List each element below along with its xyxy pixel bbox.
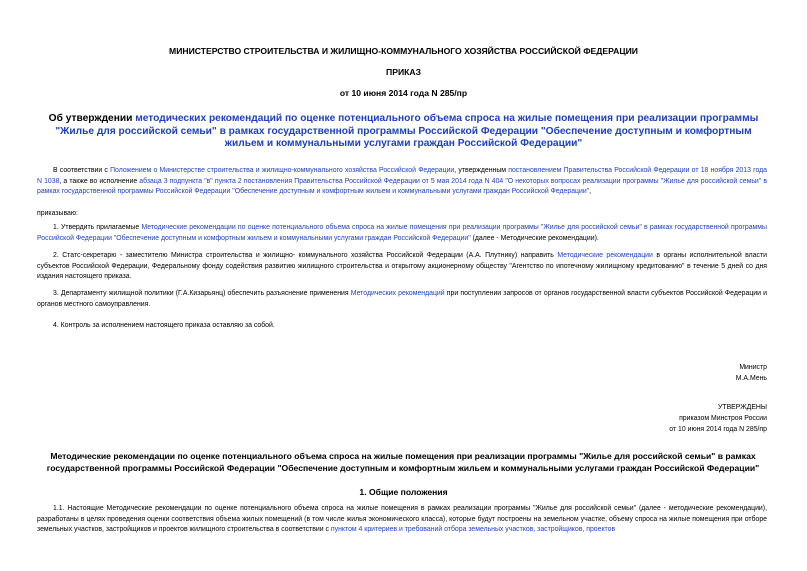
preamble-text-4: , (589, 188, 592, 195)
item-3-paragraph (37, 289, 767, 310)
order-word: приказываю: (37, 210, 78, 217)
title-prefix: Об утверждении (48, 113, 136, 124)
preamble-text-3: , а также во исполнение (59, 177, 140, 185)
item-2-paragraph (37, 251, 767, 283)
item-2-text: 2. Статс-секретарю - заместителю Министра строительства и жилищно- коммунального хозяйства Российской Федерации (А.А. Плутнику) направить (53, 252, 558, 259)
preamble-text-1: В соответствии с (53, 167, 111, 174)
item-2-text-end: в органы исполнительной власти субъектов Российской Федерации, Федеральному фонду содействия развитию жилищного строительства и открытому акционерному обществу "Агентство по ипотечному жилищному кредитованию" в течение 5 дней со дня издания настоящего приказа. (37, 252, 767, 280)
approval-line-3: от 10 июня 2014 года N 285/пр (669, 426, 767, 433)
approval-line-1: УТВЕРЖДЕНЫ (718, 404, 767, 411)
signature-name: М.А.Мень (735, 375, 767, 382)
approval-line-2: приказом Минстроя России (679, 415, 767, 422)
signature-block (736, 362, 767, 384)
item-1-text-end: (далее - Методические рекомендации). (470, 234, 599, 242)
item-3-text-end: при поступлении запросов от органов государственной власти субъектов Российской Федерации и органов местного самоуправления. (37, 290, 767, 308)
recommendations-title: Методические рекомендации по оценке потенциального объема спроса на жилые помещения при реализации программы "Жилье для российской семьи" в рамках государственной программы Российской Федерации "Обеспечение доступным и комфортным жильем и коммунальными услугами граждан Российской Федерации" (46, 451, 760, 473)
decree-404-link[interactable]: абзаца 3 подпункта "в" пункта 2 постановления Правительства Российской Федерации от 5 мая 2014 года N 404 "О некоторых вопросах реализации программы "Жилье для российской семьи" в рамках государственной программы Российской Федерации "Обеспечение доступным и комфортным жильем и коммунальными услугами граждан Российской Федерации" (37, 177, 767, 195)
section-heading: 1. Общие положения (359, 487, 448, 497)
regulation-link[interactable]: Положением о Министерстве строительства и жилищно-коммунального хозяйства Российской Федерации (110, 167, 455, 174)
preamble-text-2: , утвержденным (454, 167, 509, 174)
item-4-text: 4. Контроль за исполнением настоящего приказа оставляю за собой. (53, 322, 275, 329)
item-3-text: 3. Департаменту жилищной политики (Г.А.Кизарьянц) обеспечить разъяснение применения (53, 290, 351, 297)
doc-date-number: от 10 июня 2014 года N 285/пр (339, 88, 468, 98)
recommendations-link[interactable]: Методические рекомендации по оценке потенциального объема спроса на жилые помещения при реализации программы "Жилье для российской семьи" в рамках государственной программы Российской Федерации "Обеспечение доступным и комфортным жильем и коммунальными услугами граждан Российской Федерации" (37, 224, 767, 242)
preamble-paragraph (37, 166, 767, 198)
signature-position: Министр (739, 364, 767, 371)
clause-1-1-text: 1.1. Настоящие Методические рекомендации по оценке потенциального объема спроса на жилые помещения в рамках реализации программы "Жилье для российской семьи" (далее - методические рекомендации), разработаны в целях проведения оценки соответствия объема жилых помещений (в том числе жилья экономического класса), которые будут построены на земельном участке, объему спроса на жилые помещения при отборе земельных участков, застройщиков и проектов жилищного строительства в соответствии с (37, 505, 767, 533)
criteria-link[interactable]: пунктом 4 критериев и требований отбора земельных участков, застройщиков, проектов (330, 526, 616, 533)
item-1-paragraph (37, 223, 767, 244)
document-title (40, 113, 767, 151)
item-4-paragraph (37, 321, 767, 332)
approval-block (669, 402, 767, 435)
item-3-recommendations-link[interactable]: Методических рекомендаций (350, 290, 445, 297)
title-link[interactable]: методических рекомендаций по оценке потенциального объема спроса на жилые помещения при реализации программы "Жилье для российской семьи" в рамках государственной программы Российской Федерации "Обеспечение доступным и комфортным жильем и коммунальными услугами граждан Российской Федерации" (55, 113, 759, 149)
item-1-text: 1. Утвердить прилагаемые (53, 224, 142, 231)
item-2-recommendations-link[interactable]: Методические рекомендации (557, 252, 653, 259)
government-decree-link[interactable]: постановлением Правительства Российской Федерации от 18 ноября 2013 года N 1038 (37, 167, 768, 185)
ministry-header: МИНИСТЕРСТВО СТРОИТЕЛЬСТВА И ЖИЛИЩНО-КОММУНАЛЬНОГО ХОЗЯЙСТВА РОССИЙСКОЙ ФЕДЕРАЦИИ (169, 46, 638, 56)
clause-1-1-paragraph (37, 504, 767, 536)
doc-type: ПРИКАЗ (386, 67, 421, 77)
